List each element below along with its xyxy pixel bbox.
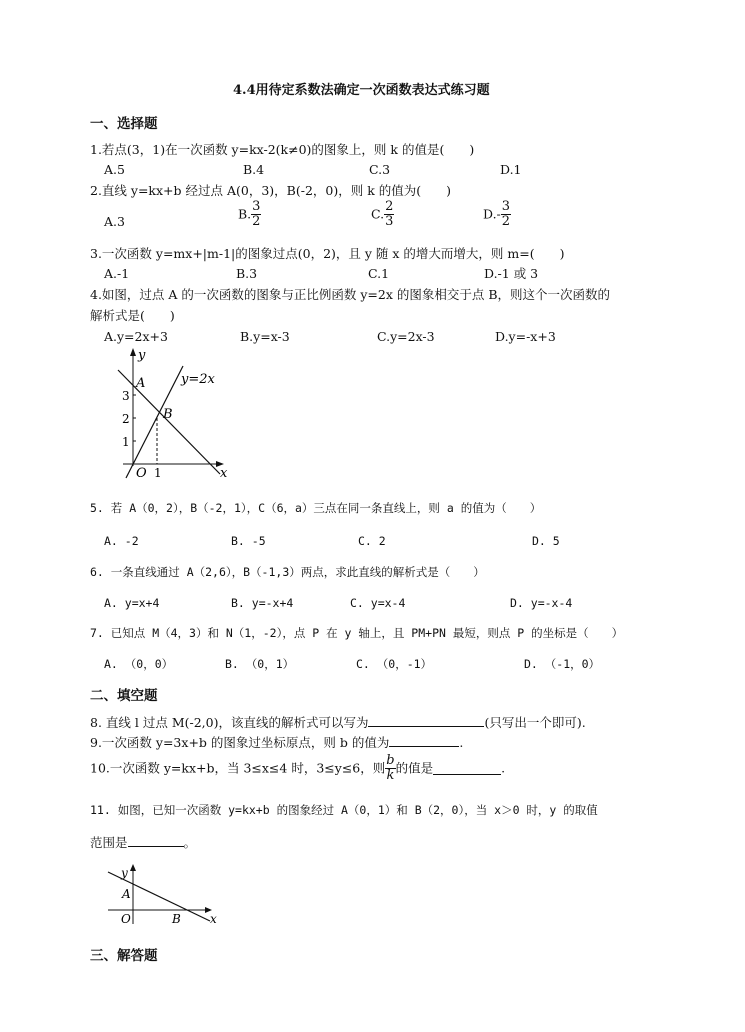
q11-figure: [100, 862, 225, 928]
q4-option-b: B.y=x-3: [240, 329, 290, 344]
q3-option-d: D.-1 或 3: [484, 266, 539, 281]
q4-tick-label-2: 2: [122, 412, 130, 426]
q11-point-b-label: B: [172, 912, 181, 926]
q10-text-middle: 的值是: [395, 760, 434, 776]
q7-option-b: B. （0，1）: [225, 657, 295, 671]
question-4-line-2: 解析式是( ): [90, 308, 175, 323]
q7-option-d: D. （-1，0）: [524, 657, 601, 671]
q10-text-before: 10.一次函数 y=kx+b，当 3≤x≤4 时，3≤y≤6，则: [90, 760, 386, 776]
q4-option-c: C.y=2x-3: [377, 329, 435, 344]
q2-option-c: [371, 200, 394, 229]
q7-option-c: C. （0，-1）: [356, 657, 433, 671]
q11-y-axis-label: y: [121, 866, 128, 880]
question-8: [90, 714, 586, 731]
q2-option-b-prefix: B.: [238, 206, 252, 222]
section-heading-solve: 三、解答题: [90, 948, 158, 964]
q4-point-b-label: B: [163, 407, 173, 422]
q9-answer-blank[interactable]: [389, 734, 459, 747]
q11-text-after: 。: [183, 835, 197, 850]
q11-x-axis-label: x: [210, 912, 217, 926]
section-heading-fill: 二、填空题: [90, 688, 158, 704]
q4-tick-label-3: 3: [122, 389, 130, 403]
q5-option-a: A. -2: [104, 534, 139, 548]
q2-option-d-fraction: [501, 200, 511, 229]
q8-text-after: (只写出一个即可).: [484, 715, 586, 730]
fraction-denominator: 2: [501, 214, 511, 229]
q2-option-c-fraction: [384, 200, 394, 229]
q6-option-d: D. y=-x-4: [510, 596, 573, 610]
question-11-line-2: [90, 834, 196, 851]
fraction-denominator: k: [386, 768, 395, 783]
q8-text-before: 8. 直线 l 过点 M(-2,0)，该直线的解析式可以写为: [90, 715, 369, 730]
q6-option-c: C. y=x-4: [350, 596, 406, 610]
q7-option-a: A. （0，0）: [104, 657, 174, 671]
question-10: [90, 754, 505, 783]
q4-tick-label-x1: 1: [154, 466, 162, 480]
q11-origin-label: O: [121, 912, 131, 926]
q4-origin-label: O: [136, 466, 147, 481]
q2-option-b-fraction: [251, 200, 261, 229]
q2-option-c-prefix: C.: [371, 206, 385, 222]
question-1: 1.若点(3，1)在一次函数 y=kx-2(k≠0)的图象上，则 k 的值是( ): [90, 142, 475, 157]
q4-y-axis-label: y: [138, 348, 146, 363]
q1-option-c: C.3: [369, 162, 391, 177]
q4-point-a-label: A: [136, 376, 146, 391]
q2-option-b: [238, 200, 261, 229]
q5-option-d: D. 5: [532, 534, 560, 548]
q4-tick-label-1: 1: [122, 435, 130, 449]
fraction-numerator: 2: [385, 199, 394, 214]
question-2: 2.直线 y=kx+b 经过点 A(0，3)，B(-2，0)，则 k 的值为( ): [90, 183, 452, 198]
q3-option-b: B.3: [236, 266, 258, 281]
q4-figure: [108, 346, 238, 481]
q2-option-d-prefix: D.-: [483, 206, 501, 222]
q11-text-before: 范围是: [90, 835, 128, 850]
q5-option-c: C. 2: [358, 534, 386, 548]
q4-option-a: A.y=2x+3: [104, 329, 168, 344]
q10-answer-blank[interactable]: [433, 762, 501, 775]
q11-answer-blank[interactable]: [128, 834, 184, 847]
q6-option-b: B. y=-x+4: [231, 596, 294, 610]
q3-option-a: A.-1: [104, 266, 130, 281]
question-6: 6. 一条直线通过 A（2,6），B（-1,3）两点，求此直线的解析式是（ ）: [90, 565, 485, 579]
q8-answer-blank[interactable]: [368, 714, 484, 727]
q1-option-a: A.5: [104, 162, 125, 177]
q10-fraction: [385, 754, 395, 783]
question-3: 3.一次函数 y=mx+|m-1|的图象过点(0，2)，且 y 随 x 的增大而增大，则 m=( ): [90, 246, 565, 261]
fraction-numerator: b: [386, 753, 395, 768]
q4-y-axis-arrow: [130, 348, 136, 356]
q11-y-axis-arrow: [130, 864, 136, 871]
q1-option-b: B.4: [243, 162, 265, 177]
q11-point-a-label: A: [122, 887, 131, 901]
q2-option-a: A.3: [104, 214, 125, 229]
page-title: 4.4用待定系数法确定一次函数表达式练习题: [233, 83, 490, 98]
q6-option-a: A. y=x+4: [104, 596, 160, 610]
q4-line-y-2x: [126, 366, 183, 478]
question-4-line-1: 4.如图，过点 A 的一次函数的图象与正比例函数 y=2x 的图象相交于点 B，则这个一次函数的: [90, 287, 611, 302]
fraction-numerator: 3: [501, 199, 511, 214]
fraction-denominator: 3: [385, 214, 394, 229]
question-5: 5. 若 A（0，2），B（-2，1），C（6，a）三点在同一条直线上，则 a 的值为（ ）: [90, 501, 542, 515]
q9-text-before: 9.一次函数 y=3x+b 的图象过坐标原点，则 b 的值为: [90, 735, 390, 750]
q2-option-d: [483, 200, 511, 229]
q4-x-axis-label: x: [220, 466, 228, 481]
fraction-denominator: 2: [252, 214, 261, 229]
q4-line-label: y=2x: [181, 372, 215, 387]
q3-option-c: C.1: [368, 266, 390, 281]
q1-option-d: D.1: [500, 162, 522, 177]
q10-text-after: .: [501, 760, 506, 776]
fraction-numerator: 3: [252, 199, 261, 214]
q4-option-d: D.y=-x+3: [495, 329, 556, 344]
question-11-line-1: 11. 如图，已知一次函数 y=kx+b 的图象经过 A（0，1）和 B（2，0），当 x＞0 时，y 的取值: [90, 803, 598, 817]
question-9: [90, 734, 463, 751]
section-heading-choice: 一、选择题: [90, 116, 158, 132]
question-7: 7. 已知点 M（4，3）和 N（1，-2），点 P 在 y 轴上，且 PM+PN 最短，则点 P 的坐标是（ ）: [90, 626, 624, 640]
q5-option-b: B. -5: [231, 534, 266, 548]
q9-text-after: .: [459, 735, 464, 750]
